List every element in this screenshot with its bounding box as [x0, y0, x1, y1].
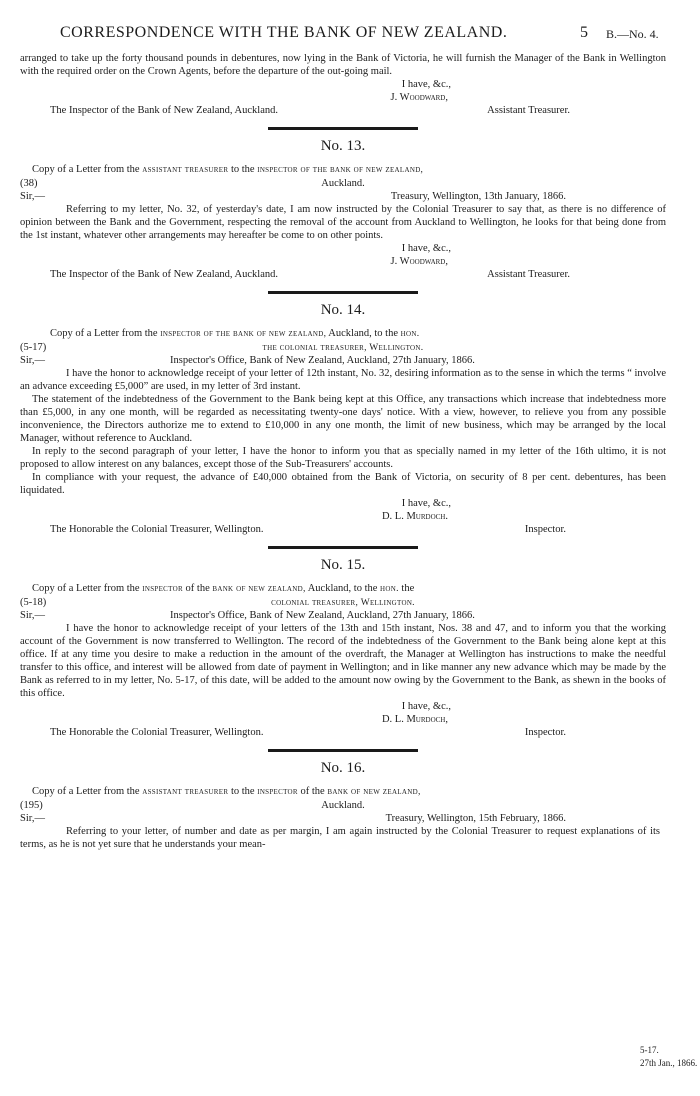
letter-number: No. 15.	[320, 557, 366, 573]
addressee: The Inspector of the Bank of New Zealand, Auckland.	[50, 269, 279, 280]
letter-caption: Copy of a Letter from the inspector of the bank of new zealand, Auckland, to the hon.	[50, 328, 420, 339]
letter-body-paragraph: The statement of the indebtedness of the Government to the Bank being kept at this Office, any transactions which increase that indebtedness more than £5,000, in any one month, will be regarded as necessitating twenty-one days' notice. With a view, however, to relieve you from any possible inconvenience, the Directors authorize me to extend to £10,000 in any one month, the limit of new business, which may be arranged by the local Manager, without reference to Auckland.	[20, 394, 666, 444]
letter-number: No. 14.	[320, 302, 366, 318]
page-content	[20, 52, 666, 851]
salutation: Sir,—	[20, 191, 45, 202]
letter-caption: Copy of a Letter from the assistant treasurer to the inspector of the bank of new zealand,	[32, 786, 421, 797]
closing: I have, &c.,	[401, 79, 451, 90]
caption-place: Auckland.	[321, 178, 365, 189]
closing: I have, &c.,	[401, 701, 451, 712]
place-date: Inspector's Office, Bank of New Zealand, Auckland, 27th January, 1866.	[170, 610, 475, 621]
reference-number: (5-18)	[20, 597, 47, 608]
margin-note-date: 27th Jan., 1866.	[640, 1058, 698, 1068]
section-rule	[268, 127, 418, 130]
addressee: The Honorable the Colonial Treasurer, Wellington.	[50, 524, 264, 535]
letter-14	[20, 304, 666, 536]
place-date: Treasury, Wellington, 13th January, 1866.	[390, 191, 566, 202]
letter-body: Referring to my letter, No. 32, of yesterday's date, I am now instructed by the Colonial Treasurer to say that, as there is no difference of opinion between the Bank and the Government, respecting the removal of the account from Auckland to Wellington, he looks for that being done from the 1st instant, whatever other arrangements may hereafter be come to on other points.	[20, 204, 666, 241]
place-date: Treasury, Wellington, 15th February, 1866.	[385, 813, 566, 824]
letter-body-paragraph: In compliance with your request, the advance of £40,000 obtained from the Bank of Victoria, on security of 8 per cent. debentures, has been liquidated.	[20, 472, 666, 496]
letter-16	[20, 762, 666, 851]
salutation: Sir,—	[20, 610, 45, 621]
reference-number: (5-17)	[20, 342, 47, 353]
addressee: The Honorable the Colonial Treasurer, Wellington.	[50, 727, 264, 738]
letter-body-paragraph: I have the honor to acknowledge receipt of your letter of 12th instant, No. 32, desiring information as to the sense in which the terms “ involve an advance exceeding £5,000” are used, in my letter of 3rd instant.	[20, 368, 666, 392]
running-title: CORRESPONDENCE WITH THE BANK OF NEW ZEALAND.	[60, 24, 508, 41]
margin-note-number: 5-17.	[640, 1045, 659, 1055]
signer-title: Inspector.	[524, 727, 566, 738]
letter-body: I have the honor to acknowledge receipt of your letters of the 13th and 15th instant, Nos. 38 and 47, and to inform you that the working account of the Government is now transferred to Wellington. The record of the indebtedness of the Government to the Bank being alone kept at this office. If at any time you desire to make a reduction in the amount of the overdraft, the Manager at Wellington has instructions to make the needful transfer to this office, and interest will be allowed from date of payment in Wellington; and in like manner any new advance which may be made by the Bank as referred to in my letter, No. 5-17, of this date, will be added to the amount now owing by the Government to the Bank, as shewn in the books of this office.	[20, 623, 666, 699]
closing: I have, &c.,	[401, 243, 451, 254]
caption-place: colonial treasurer, Wellington.	[271, 598, 415, 608]
document-reference: B.—No. 4.	[606, 27, 659, 41]
section-rule	[268, 749, 418, 752]
closing: I have, &c.,	[401, 498, 451, 509]
letter-15	[20, 559, 666, 739]
section-rule	[268, 291, 418, 294]
letter-body-paragraph: In reply to the second paragraph of your letter, I have the honor to inform you that as specially named in my letter of the 16th ultimo, it is not proposed to allow interest on any balances, except those of the Sub-Treasurers' accounts.	[20, 446, 666, 470]
reference-number: (195)	[20, 800, 43, 811]
letter-number: No. 16.	[320, 760, 366, 776]
signer: D. L. Murdoch.	[381, 511, 448, 522]
addressee: The Inspector of the Bank of New Zealand, Auckland.	[50, 105, 279, 116]
reference-number: (38)	[20, 178, 38, 189]
page-header	[20, 26, 680, 46]
letter-caption: Copy of a Letter from the inspector of the bank of new zealand, Auckland, to the hon. the	[32, 583, 415, 594]
signer-title: Assistant Treasurer.	[487, 105, 570, 116]
signer-title: Assistant Treasurer.	[487, 269, 570, 280]
letter-caption: Copy of a Letter from the assistant treasurer to the inspector of the bank of new zealand,	[32, 164, 424, 175]
salutation: Sir,—	[20, 813, 45, 824]
signer: J. Woodward,	[390, 256, 448, 267]
letter-13	[20, 140, 666, 281]
section-rule	[268, 546, 418, 549]
caption-place: the colonial treasurer, Wellington.	[262, 343, 424, 353]
caption-place: Auckland.	[321, 800, 365, 811]
intro-letter-end	[20, 52, 666, 117]
salutation: Sir,—	[20, 355, 45, 366]
intro-paragraph: arranged to take up the forty thousand pounds in debentures, now lying in the Bank of Victoria, he will furnish the Manager of the Bank in Wellington with the required order on the Crown Agents, before the departure of the out-going mail.	[20, 53, 666, 77]
signer-title: Inspector.	[524, 524, 566, 535]
signer: D. L. Murdoch,	[381, 714, 448, 725]
letter-number: No. 13.	[320, 138, 366, 154]
letter-body: Referring to your letter, of number and date as per margin, I am again instructed by the Colonial Treasurer to request explanations of its terms, as he is not yet sure that he understands your mean-	[20, 826, 660, 850]
place-date: Inspector's Office, Bank of New Zealand, Auckland, 27th January, 1866.	[170, 355, 475, 366]
signer: J. Woodward,	[390, 92, 448, 103]
page-number: 5	[580, 24, 588, 41]
